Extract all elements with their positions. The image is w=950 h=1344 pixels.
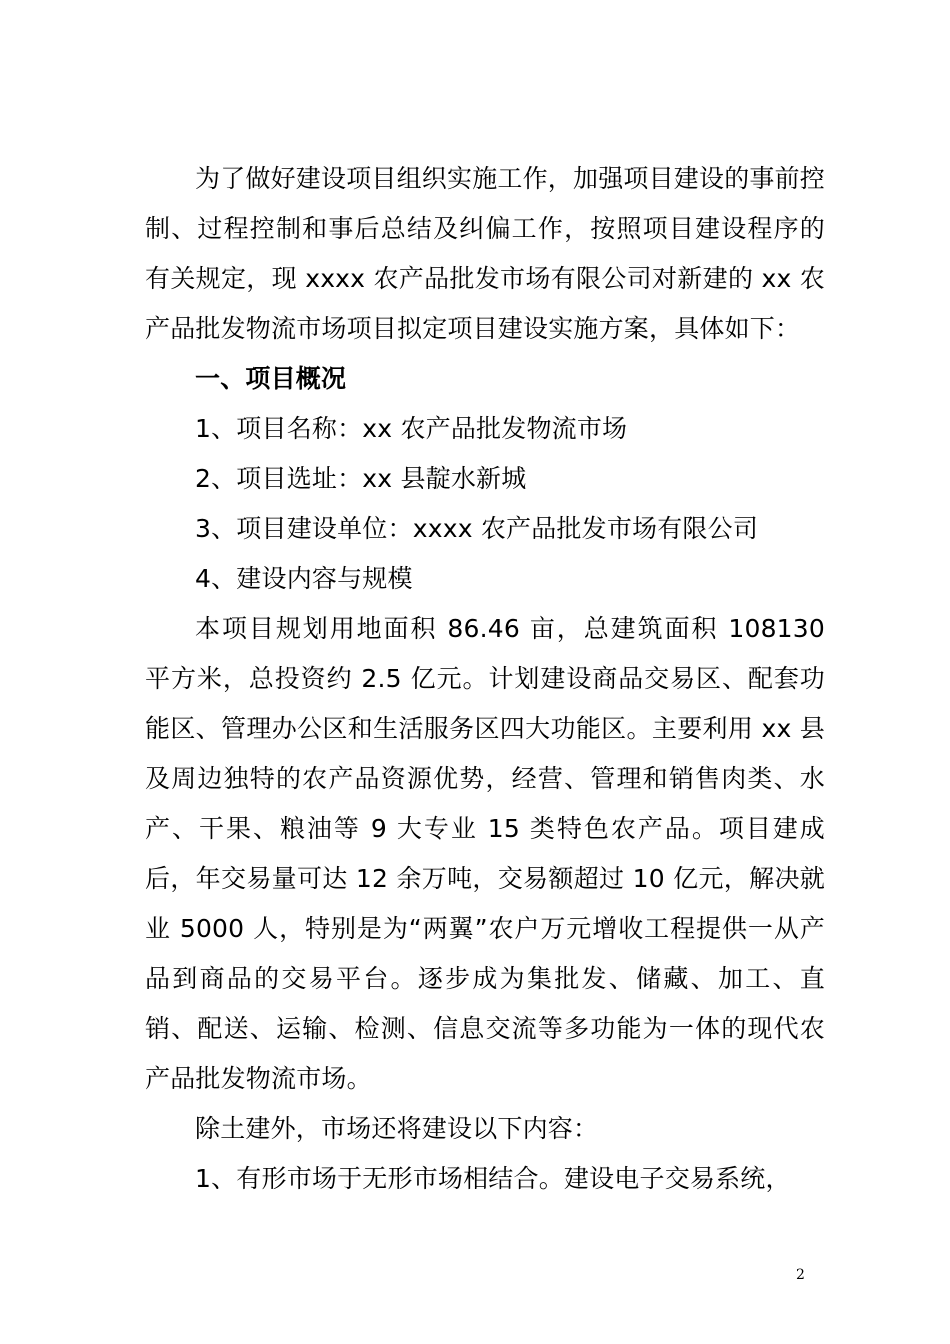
intro-paragraph: 为了做好建设项目组织实施工作，加强项目建设的事前控制、过程控制和事后总结及纠偏工作，按照项目建设程序的有关规定，现 xxxx 农产品批发市场有限公司对新建的 xx 农产品批发物流市场项目拟定项目建设实施方案，具体如下： (145, 164, 826, 343)
item-project-name: 1、项目名称：xx 农产品批发物流市场 (195, 414, 628, 443)
item-construction-unit: 3、项目建设单位：xxxx 农产品批发市场有限公司 (195, 514, 759, 543)
page-number: 2 (796, 1267, 805, 1283)
section-heading-project-overview: 一、项目概况 (195, 364, 347, 393)
item-content-and-scale: 4、建设内容与规模 (195, 564, 413, 593)
document-body (145, 154, 825, 1204)
item-project-location: 2、项目选址：xx 县靛水新城 (195, 464, 527, 493)
additional-item-1: 1、有形市场于无形市场相结合。建设电子交易系统， (195, 1164, 791, 1193)
scale-description-paragraph: 本项目规划用地面积 86.46 亩，总建筑面积 108130 平方米，总投资约 2.5 亿元。计划建设商品交易区、配套功能区、管理办公区和生活服务区四大功能区。主要利用 xx 县及周边独特的农产品资源优势，经营、管理和销售肉类、水产、干果、粮油等 9 大专业 15 类特色农产品。项目建成后，年交易量可达 12 余万吨，交易额超过 10 亿元，解决就业 5000 人，特别是为“两翼”农户万元增收工程提供一从产品到商品的交易平台。逐步成为集批发、储藏、加工、直销、配送、运输、检测、信息交流等多功能为一体的现代农产品批发物流市场。 (145, 614, 825, 1093)
additional-content-intro: 除土建外，市场还将建设以下内容： (195, 1114, 599, 1143)
